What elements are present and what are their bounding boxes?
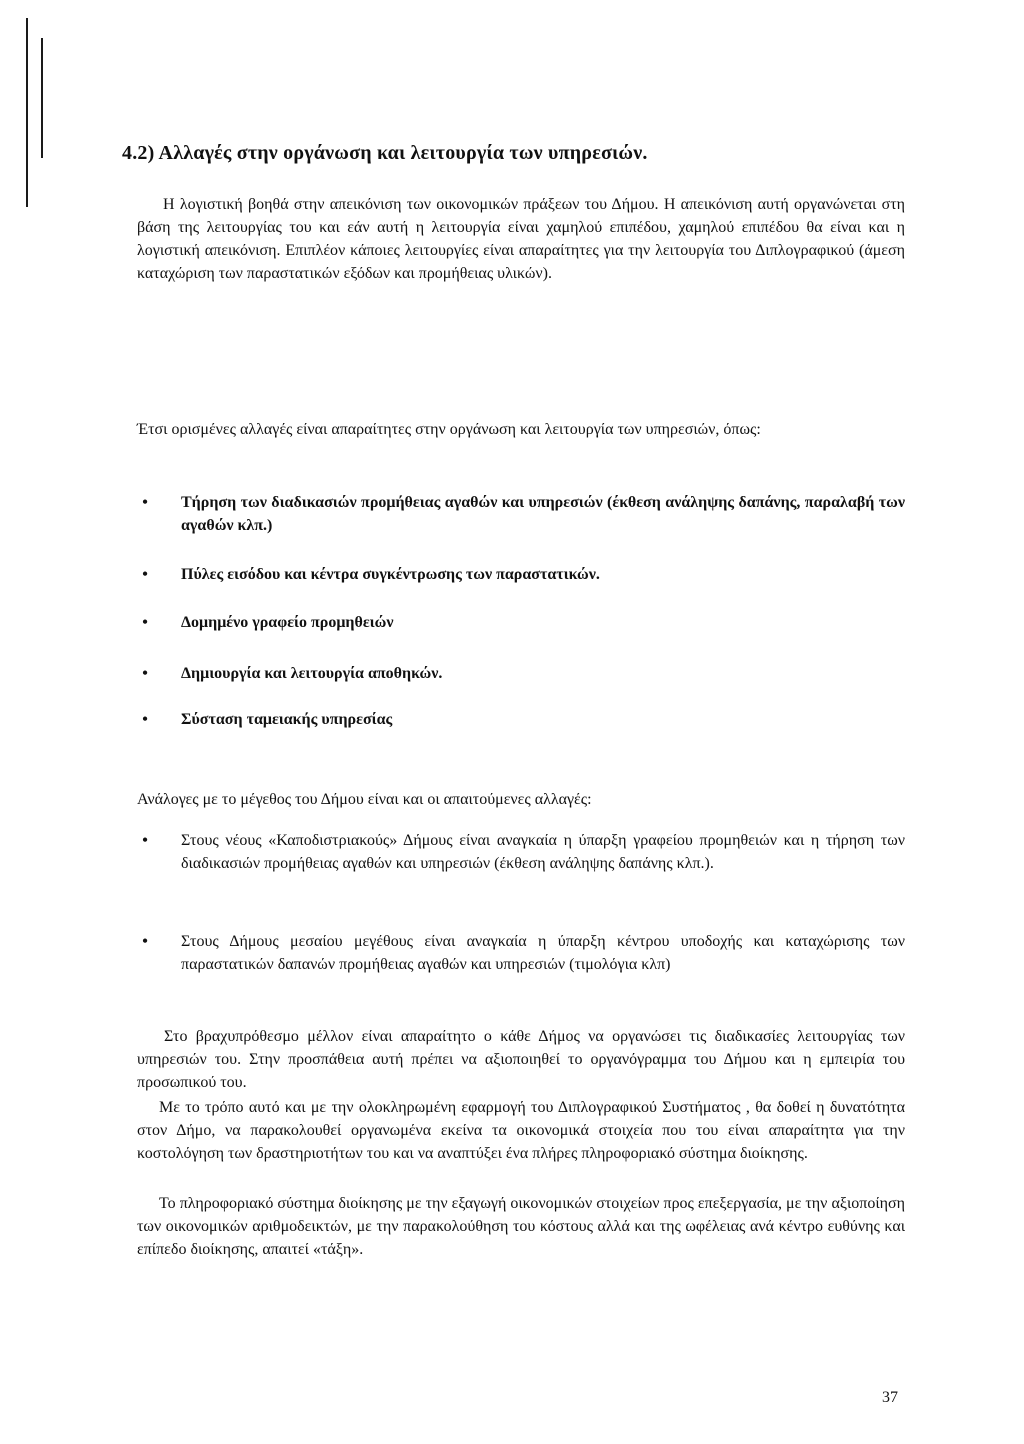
list-item-text: Πύλες εισόδου και κέντρα συγκέντρωσης των παραστατικών. [181,566,600,583]
bullet-icon: • [142,566,148,583]
changes-list [137,491,905,537]
section-heading: 4.2) Αλλαγές στην οργάνωση και λειτουργία των υπηρεσιών. [122,142,648,164]
bullet-icon: • [142,665,148,682]
bullet-icon: • [142,933,148,950]
closing-paragraph: Στο βραχυπρόθεσμο μέλλον είναι απαραίτητο ο κάθε Δήμος να οργανώσει τις διαδικασίες λειτουργίας των υπηρεσιών του. Στην προσπάθεια αυτή πρέπει να αξιοποιηθεί το οργανόγραμμα του Δήμου και η εμπειρία του προσωπικού του. [137,1028,905,1091]
intro-paragraph: Η λογιστική βοηθά στην απεικόνιση των οικονομικών πράξεων του Δήμου. Η απεικόνιση αυτή οργανώνεται στη βάση της λειτουργίας του και εάν αυτή η λειτουργία είναι χαμηλού επιπέδου, χαμηλού επιπέδου θα είναι και η λογιστική απεικόνιση. Επιπλέον κάποιες λειτουργίες είναι απαραίτητες για την λειτουργία του Διπλογραφικού (άμεση καταχώριση των παραστατικών εξόδων και προμήθειας υλικών). [137,196,905,282]
bullet-icon: • [142,614,148,631]
changes-list [137,708,905,731]
list-item [137,563,905,586]
list-item [137,662,905,685]
list-item-text: Δημιουργία και λειτουργία αποθηκών. [181,665,443,682]
page-content [122,0,906,1444]
changes-list [137,662,905,685]
list-item-text: Δομημένο γραφείο προμηθειών [181,614,394,631]
list-item [137,708,905,731]
size-list [137,829,905,875]
size-list [137,930,905,976]
list-item [137,930,905,976]
bullet-icon: • [142,711,148,728]
closing-paragraph: Με το τρόπο αυτό και με την ολοκληρωμένη εφαρμογή του Διπλογραφικού Συστήματος , θα δοθεί η δυνατότητα στον Δήμο, να παρακολουθεί οργανωμένα εκείνα τα οικονομικά στοιχεία που του είναι απαραίτητα για την κοστολόγηση των δραστηριοτήτων του και να αναπτύξει ένα πλήρες πληροφοριακό σύστημα διοίκησης. [137,1099,905,1162]
list-item-text: Τήρηση των διαδικασιών προμήθειας αγαθών και υπηρεσιών (έκθεση ανάληψης δαπάνης, παραλαβή των αγαθών κλπ.) [181,494,905,534]
page-number: 37 [882,1389,898,1406]
list-item-text: Στους Δήμους μεσαίου μεγέθους είναι αναγκαία η ύπαρξη κέντρου υποδοχής και καταχώρισης των παραστατικών δαπανών προμήθειας αγαθών και υπηρεσιών (τιμολόγια κλπ) [181,933,905,973]
closing-paragraph: Το πληροφοριακό σύστημα διοίκησης με την εξαγωγή οικονομικών στοιχείων προς επεξεργασία, με την αξιοποίηση των οικονομικών αριθμοδεικτών, με την παρακολούθηση του κόστους αλλά και της ωφέλειας ανά κέντρο ευθύνης και επίπεδο διοίκησης, απαιτεί «τάξη». [137,1195,905,1258]
scan-border-line [26,122,28,207]
list-item-text: Στους νέους «Καποδιστριακούς» Δήμους είναι αναγκαία η ύπαρξη γραφείου προμηθειών και η τήρηση των διαδικασιών προμήθειας αγαθών και υπηρεσιών (έκθεση ανάληψης δαπάνης κλπ.). [181,832,905,872]
scan-border-line [41,38,43,158]
list-item [137,491,905,537]
list-item [137,829,905,875]
changes-list [137,563,905,586]
size-intro-paragraph: Ανάλογες με το μέγεθος του Δήμου είναι και οι απαιτούμενες αλλαγές: [137,791,592,808]
list-item [137,611,905,634]
changes-list [137,611,905,634]
changes-intro-paragraph: Έτσι ορισμένες αλλαγές είναι απαραίτητες στην οργάνωση και λειτουργία των υπηρεσιών, όπως: [137,421,761,438]
bullet-icon: • [142,832,148,849]
bullet-icon: • [142,494,148,511]
list-item-text: Σύσταση ταμειακής υπηρεσίας [181,711,393,728]
